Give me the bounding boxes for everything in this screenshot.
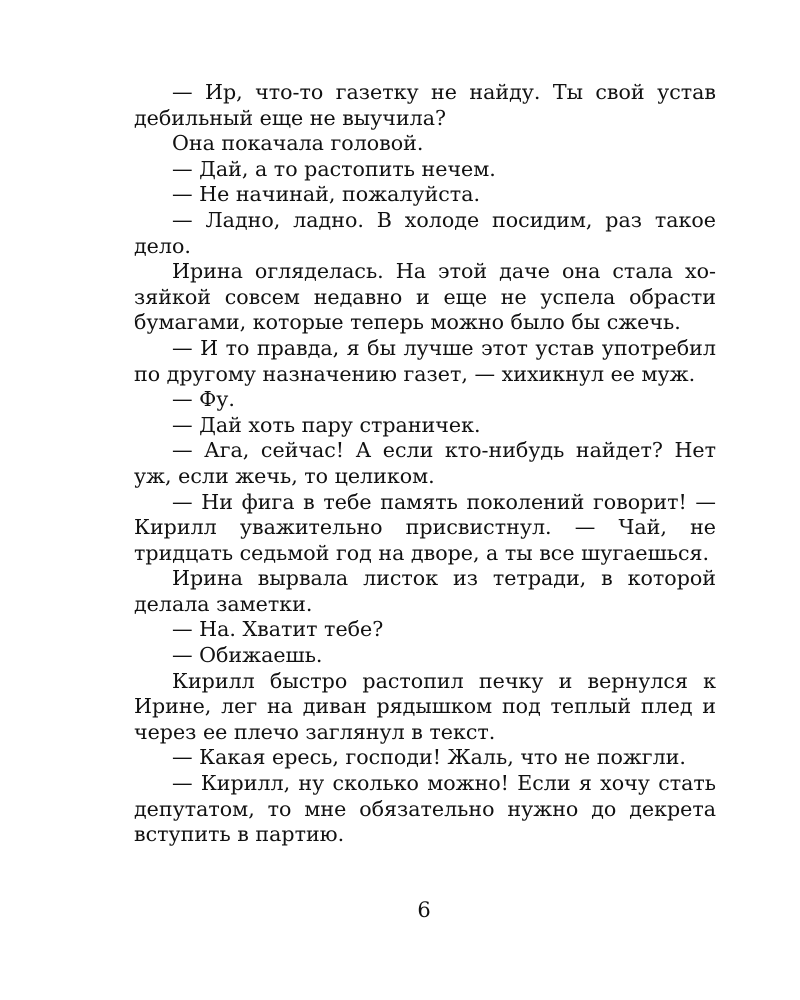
paragraph: — Не начинай, пожалуйста. bbox=[172, 182, 481, 207]
paragraph: — Дай хоть пару страничек. bbox=[172, 412, 481, 437]
paragraph: Ирина огляделась. На этой даче она стала хозяйкой совсем недавно и еще не успела обрасти бумагами, которые теперь можно было бы сжечь. bbox=[134, 259, 716, 335]
paragraph: Ирина вырвала листок из тетради, в которой делала заметки. bbox=[134, 566, 716, 616]
page-number: 6 bbox=[417, 898, 431, 922]
paragraph: Кирилл быстро растопил печку и вернулся к Ирине, лег на диван рядышком под теплый плед и через ее плечо заглянул в текст. bbox=[134, 668, 716, 744]
paragraph: — На. Хватит тебе? bbox=[172, 617, 384, 642]
paragraph: — Обижаешь. bbox=[172, 643, 323, 668]
paragraph: — Какая ересь, господи! Жаль, что не пожгли. bbox=[172, 745, 686, 770]
paragraph: — Ладно, ладно. В холоде посидим, раз такое дело. bbox=[134, 207, 716, 258]
body-text bbox=[134, 80, 716, 848]
paragraph: — И то правда, я бы лучше этот устав употребил по другому назначению газет, — хихикнул ее муж. bbox=[134, 335, 716, 386]
paragraph: — Ир, что-то газетку не найду. Ты свой устав дебильный еще не выучила? bbox=[134, 80, 716, 130]
paragraph: — Фу. bbox=[172, 387, 235, 412]
paragraph: — Ага, сейчас! А если кто-нибудь найдет? Нет уж, если жечь, то целиком. bbox=[134, 438, 716, 488]
paragraph: Она покачала головой. bbox=[172, 131, 424, 156]
paragraph: — Ни фига в тебе память поколений говорит! — Кирилл уважительно присвистнул. — Чай, не тридцать седьмой год на дворе, а ты все шугаешься. bbox=[134, 489, 716, 565]
paragraph: — Кирилл, ну сколько можно! Если я хочу стать депутатом, то мне обязательно нужно до декрета вступить в партию. bbox=[134, 771, 716, 847]
paragraph: — Дай, а то растопить нечем. bbox=[172, 156, 496, 181]
